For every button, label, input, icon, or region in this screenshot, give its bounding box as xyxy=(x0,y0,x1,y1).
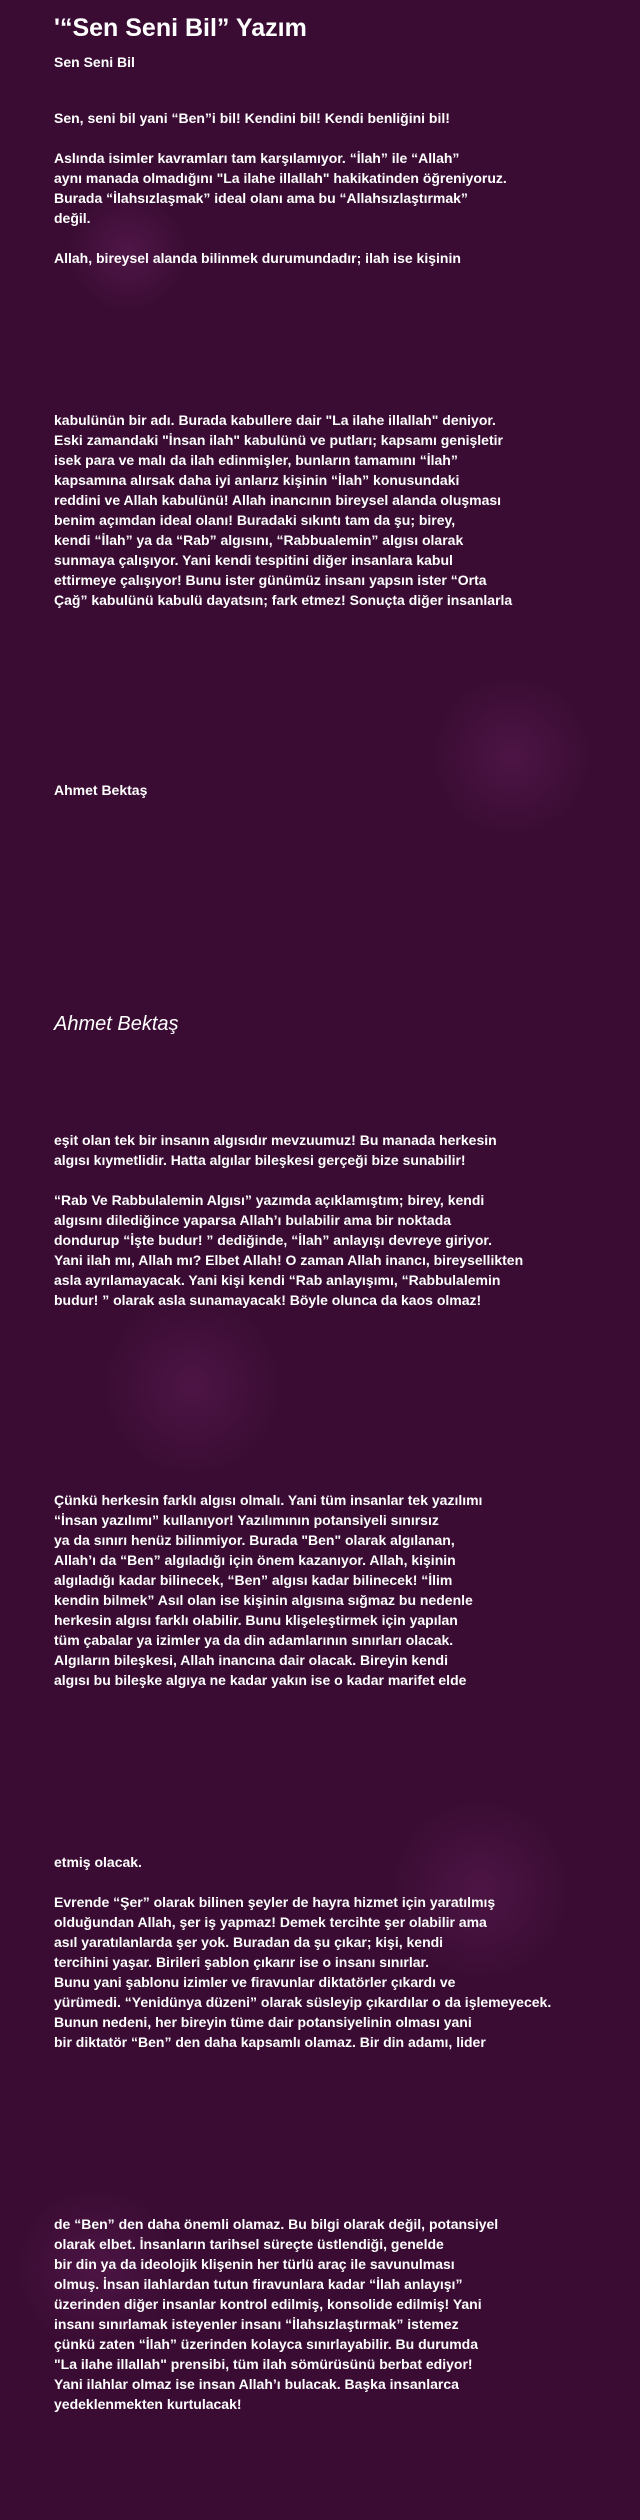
text-line: olmuş. İnsan ilahlardan tutun firavunlara kadar “İlah anlayışı” xyxy=(54,2276,463,2292)
text-line: Allah, bireysel alanda bilinmek durumundadır; ilah ise kişinin xyxy=(54,250,461,266)
text-block-2 xyxy=(54,410,634,610)
text-line: “İnsan yazılımı” kullanıyor! Yazılımının potansiyeli sınırsız xyxy=(54,1512,439,1528)
text-line: algısı kıymetlidir. Hatta algılar bileşkesi gerçeği bize sunabilir! xyxy=(54,1152,466,1168)
text-line: Yani ilah mı, Allah mı? Elbet Allah! O zaman Allah inancı, bireysellikten xyxy=(54,1252,524,1268)
page-title: '“Sen Seni Bil” Yazım xyxy=(54,14,307,42)
text-line: Yani ilahlar olmaz ise insan Allah’ı bulacak. Başka insanlarca xyxy=(54,2376,459,2392)
text-line: Aslında isimler kavramları tam karşılamıyor. “İlah” ile “Allah” xyxy=(54,150,460,166)
text-line: üzerinden diğer insanlar kontrol edilmiş, konsolide edilmiş! Yani xyxy=(54,2296,482,2312)
text-line: bir diktatör “Ben” den daha kapsamlı olamaz. Bir din adamı, lider xyxy=(54,2034,486,2050)
text-line: dondurup “İşte budur! ” dediğinde, “İlah” anlayışı devreye giriyor. xyxy=(54,1232,492,1248)
paragraph-gap xyxy=(54,1872,634,1892)
text-line: tercihini yaşar. Birileri şablon çıkarır ise o insanı sınırlar. xyxy=(54,1954,430,1970)
text-block-5 xyxy=(54,1852,634,2052)
text-line: olduğundan Allah, şer iş yapmaz! Demek tercihte şer olabilir ama xyxy=(54,1914,487,1930)
text-line: algıladığı kadar bilinecek, “Ben” algısı kadar bilinecek! “İlim xyxy=(54,1572,453,1588)
text-line: olarak elbet. İnsanların tarihsel süreçte üstlendiği, genelde xyxy=(54,2236,444,2252)
paragraph-gap xyxy=(54,128,634,148)
text-line: Eski zamandaki "İnsan ilah" kabulünü ve putları; kapsamı genişletir xyxy=(54,432,503,448)
text-line: Bunun nedeni, her bireyin tüme dair potansiyelinin olması yani xyxy=(54,2014,472,2030)
text-line: Burada “İlahsızlaşmak” ideal olanı ama bu “Allahsızlaştırmak” xyxy=(54,190,468,206)
paragraph-gap xyxy=(54,1170,634,1190)
author-name-bold: Ahmet Bektaş xyxy=(54,782,148,798)
text-line: benim açımdan ideal olanı! Buradaki sıkıntı tam da şu; birey, xyxy=(54,512,456,528)
text-line: değil. xyxy=(54,210,91,226)
text-block-6 xyxy=(54,2214,634,2414)
author-name-italic: Ahmet Bektaş xyxy=(54,1013,179,1035)
text-line: tüm çabalar ya izimler ya da din adamlarının sınırları olacak. xyxy=(54,1632,454,1648)
text-line: reddini ve Allah kabulünü! Allah inancının bireysel alanda oluşması xyxy=(54,492,502,508)
text-line: asla ayrılamayacak. Yani kişi kendi “Rab anlayışımı, “Rabbulalemin xyxy=(54,1272,501,1288)
text-line: çünkü zaten “İlah” üzerinden kolayca sınırlayabilir. Bu durumda xyxy=(54,2336,478,2352)
text-line: yedeklenmekten kurtulacak! xyxy=(54,2396,242,2412)
text-line: insanı sınırlamak isteyenler insanı “İlahsızlaştırmak” istemez xyxy=(54,2316,459,2332)
text-line: algısı bu bileşke algıya ne kadar yakın ise o kadar marifet elde xyxy=(54,1672,467,1688)
text-line: Çünkü herkesin farklı algısı olmalı. Yani tüm insanlar tek yazılımı xyxy=(54,1492,483,1508)
text-line: etmiş olacak. xyxy=(54,1854,142,1870)
text-line: sunmaya çalışıyor. Yani kendi tespitini diğer insanlara kabul xyxy=(54,552,453,568)
text-line: “Rab Ve Rabbulalemin Algısı” yazımda açıklamıştım; birey, kendi xyxy=(54,1192,485,1208)
text-line: Çağ” kabulünü kabulü dayatsın; fark etmez! Sonuçta diğer insanlarla xyxy=(54,592,513,608)
text-line: budur! ” olarak asla sunamayacak! Böyle olunca da kaos olmaz! xyxy=(54,1292,482,1308)
text-line: de “Ben” den daha önemli olamaz. Bu bilgi olarak değil, potansiyel xyxy=(54,2216,499,2232)
text-line: eşit olan tek bir insanın algısıdır mevzuumuz! Bu manada herkesin xyxy=(54,1132,497,1148)
text-line: ya da sınırı henüz bilinmiyor. Burada "Ben" olarak algılanan, xyxy=(54,1532,455,1548)
text-block-4 xyxy=(54,1490,634,1690)
text-block-3 xyxy=(54,1130,634,1310)
text-line: isek para ve malı da ilah edinmişler, bunların tamamını “İlah” xyxy=(54,452,458,468)
text-line: Bunu yani şablonu izimler ve firavunlar diktatörler çıkardı ve xyxy=(54,1974,456,1990)
poem-subtitle: Sen Seni Bil xyxy=(54,54,135,70)
text-line: asıl yaratılanlarda şer yok. Buradan da şu çıkar; kişi, kendi xyxy=(54,1934,444,1950)
text-line: kendin bilmek” Asıl olan ise kişinin algısına sığmaz bu nedenle xyxy=(54,1592,473,1608)
text-line: ettirmeye çalışıyor! Bunu ister günümüz insanı yapsın ister “Orta xyxy=(54,572,487,588)
text-line: Sen, seni bil yani “Ben”i bil! Kendini bil! Kendi benliğini bil! xyxy=(54,110,450,126)
text-line: Evrende “Şer” olarak bilinen şeyler de hayra hizmet için yaratılmış xyxy=(54,1894,496,1910)
text-line: aynı manada olmadığını "La ilahe illallah" hakikatinden öğreniyoruz. xyxy=(54,170,507,186)
text-line: bir din ya da ideolojik klişenin her türlü araç ile savunulması xyxy=(54,2256,455,2272)
text-line: Algıların bileşkesi, Allah inancına dair olacak. Bireyin kendi xyxy=(54,1652,448,1668)
text-line: yürümedi. “Yenidünya düzeni” olarak süsleyip çıkardılar o da işlemeyecek. xyxy=(54,1994,552,2010)
text-block-1 xyxy=(54,108,634,268)
text-line: kabulünün bir adı. Burada kabullere dair "La ilahe illallah" deniyor. xyxy=(54,412,496,428)
paragraph-gap xyxy=(54,228,634,248)
text-line: Allah’ı da “Ben” algıladığı için önem kazanıyor. Allah, kişinin xyxy=(54,1552,456,1568)
text-line: herkesin algısı farklı olabilir. Bunu klişeleştirmek için yapılan xyxy=(54,1612,458,1628)
text-line: kendi “İlah” ya da “Rab” algısını, “Rabbualemin” algısı olarak xyxy=(54,532,464,548)
text-line: kapsamına alırsak daha iyi anlarız kişinin “İlah” konusundaki xyxy=(54,472,460,488)
text-line: "La ilahe illallah" prensibi, tüm ilah sömürüsünü berbat ediyor! xyxy=(54,2356,473,2372)
text-line: algısını dilediğince yaparsa Allah’ı bulabilir ama bir noktada xyxy=(54,1212,452,1228)
